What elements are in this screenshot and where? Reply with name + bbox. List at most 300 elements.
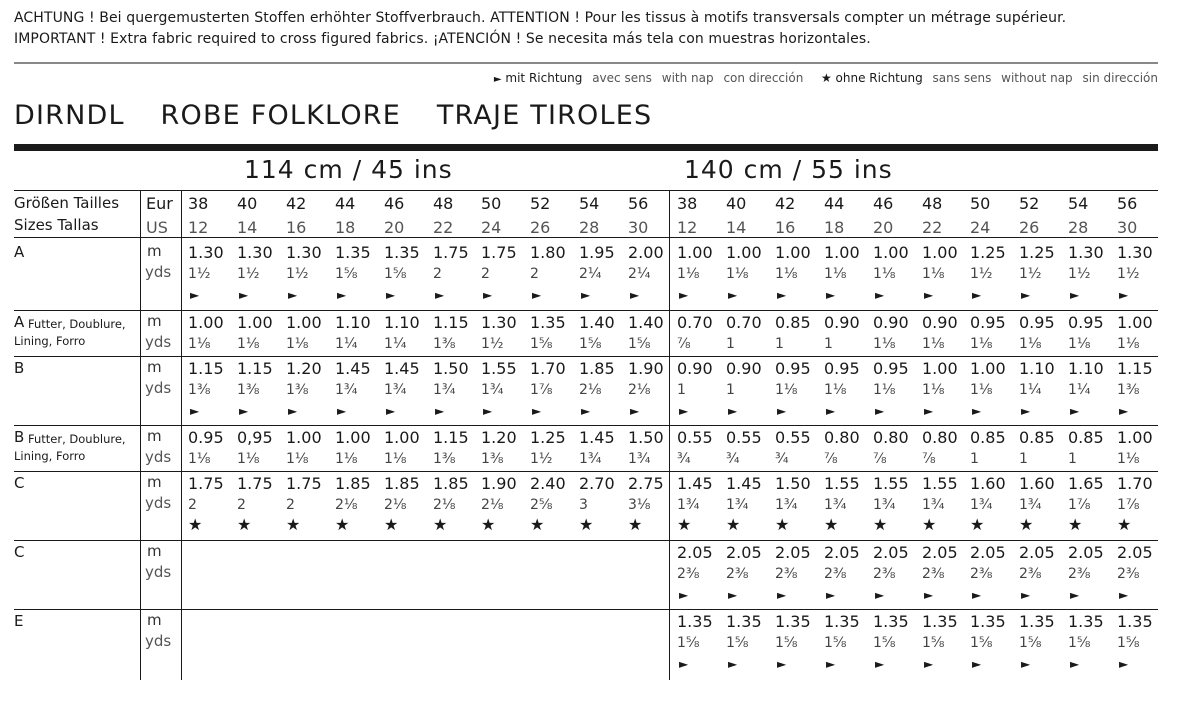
meters-value: 1.50 [628,428,664,447]
yards-value: 2⅜ [775,566,798,582]
yards-value: 1⅛ [922,382,945,398]
us-size: 18 [824,218,845,237]
eur-size: 54 [579,194,600,213]
view-label: E [14,612,24,630]
unit-m: m [147,611,162,629]
us-size: 12 [677,218,698,237]
meters-value: 1.30 [481,313,517,332]
nap-label-de: mit Richtung [505,71,583,85]
view-note-line-1: Futter, Doublure, [28,432,126,446]
meters-value: 0.80 [873,428,909,447]
yards-value: 1¾ [335,382,358,398]
yards-value: 2⅜ [970,566,993,582]
yards-value: 2⅛ [384,497,407,513]
yards-value: 1 [677,382,686,398]
row-divider [14,471,1158,472]
yards-value: ⅞ [873,451,887,467]
yards-value: 1¾ [873,497,896,513]
nap-icon: ► [386,404,396,418]
eur-size: 52 [1019,194,1040,213]
meters-value: 0.85 [775,313,811,332]
meters-value: 1.60 [1019,474,1055,493]
us-size: 22 [922,218,943,237]
yards-value: 1⅛ [384,451,407,467]
yards-value: 1⅛ [1019,336,1042,352]
unit-yds: yds [145,263,172,281]
nap-icon: ► [190,404,200,418]
meters-value: 1.60 [970,474,1006,493]
yards-value: 1½ [1117,266,1140,282]
eur-size: 48 [433,194,454,213]
nap-icon: ► [337,404,347,418]
meters-value: 0.90 [677,359,713,378]
yards-value: 2 [188,497,197,513]
star-icon: ★ [1117,515,1132,534]
us-label: US [146,218,168,237]
yards-value: 2⅜ [873,566,896,582]
yards-value: 1¾ [384,382,407,398]
nap-icon: ► [581,288,591,302]
yards-value: ¾ [677,451,691,467]
view-label: A [14,313,25,331]
nap-icon: ► [826,404,836,418]
yards-value: 1⅝ [579,336,602,352]
meters-value: 2.05 [824,543,860,562]
meters-value: 0.95 [1068,313,1104,332]
yards-value: 1¾ [628,451,651,467]
nap-icon: ► [532,404,542,418]
meters-value: 1.45 [726,474,762,493]
meters-value: 1.35 [726,612,762,631]
yards-value: 2⅜ [1117,566,1140,582]
meters-value: 1.10 [335,313,371,332]
nap-icon: ► [288,404,298,418]
nap-icon: ► [777,404,787,418]
meters-value: 0.95 [188,428,224,447]
yards-value: 1¾ [726,497,749,513]
nap-icon: ► [239,288,249,302]
eur-size: 56 [628,194,649,213]
meters-value: 1.75 [237,474,273,493]
meters-value: 0.90 [922,313,958,332]
yards-value: 1½ [237,266,260,282]
meters-value: 1.75 [188,474,224,493]
eur-size: 50 [481,194,502,213]
meters-value: 2.05 [1068,543,1104,562]
yards-value: 2⅛ [335,497,358,513]
meters-value: 1.10 [1068,359,1104,378]
view-label: B [14,428,25,446]
eur-size: 42 [775,194,796,213]
yards-value: 2⅜ [1019,566,1042,582]
star-icon: ★ [824,515,839,534]
yards-value: 2⅜ [922,566,945,582]
view-label: A [14,243,25,261]
meters-value: 0.80 [922,428,958,447]
nap-icon: ► [1070,657,1080,671]
meters-value: 0.90 [824,313,860,332]
yards-value: 3 [579,497,588,513]
meters-value: 1.20 [481,428,517,447]
us-size: 18 [335,218,356,237]
meters-value: 1.00 [824,243,860,262]
nap-icon: ► [1021,404,1031,418]
nap-icon: ► [190,288,200,302]
star-icon: ★ [628,515,643,534]
yards-value: ⅞ [824,451,838,467]
eur-size: 54 [1068,194,1089,213]
notice-rule [14,62,1158,64]
nap-icon: ► [924,404,934,418]
star-icon: ★ [1068,515,1083,534]
nap-icon: ► [1070,288,1080,302]
fabric-width-140: 140 cm / 55 ins [684,155,893,184]
meters-value: 2.05 [677,543,713,562]
meters-value: 2.75 [628,474,664,493]
yards-value: 1⅛ [873,382,896,398]
yards-value: 1⅝ [384,266,407,282]
meters-value: 1.35 [1117,612,1153,631]
yards-value: 1 [726,382,735,398]
yards-value: 1½ [1019,266,1042,282]
us-size: 26 [1019,218,1040,237]
meters-value: 0,95 [237,428,273,447]
meters-value: 0.55 [775,428,811,447]
meters-value: 0.90 [726,359,762,378]
meters-value: 1.35 [824,612,860,631]
nap-icon: ► [435,288,445,302]
meters-value: 0.70 [677,313,713,332]
meters-value: 2.05 [775,543,811,562]
yards-value: 1¾ [677,497,700,513]
unit-yds: yds [145,632,172,650]
unit-yds: yds [145,448,172,466]
yards-value: 2⅛ [628,382,651,398]
yards-value: 1⅛ [824,382,847,398]
yards-value: 2¼ [579,266,602,282]
nap-icon: ► [1070,404,1080,418]
yards-value: 1¼ [384,336,407,352]
us-size: 24 [970,218,991,237]
yards-value: 1⅝ [530,336,553,352]
meters-value: 0.85 [970,428,1006,447]
nap-icon: ► [1119,404,1129,418]
yards-value: 1⅛ [726,266,749,282]
meters-value: 0.95 [873,359,909,378]
yards-value: 1⅛ [970,336,993,352]
us-size: 22 [433,218,454,237]
yards-value: 1 [1068,451,1077,467]
width-column-divider [669,190,670,680]
no-nap-icon: ★ [820,71,832,85]
yards-value: 2⅜ [824,566,847,582]
yards-value: 1⅛ [922,266,945,282]
nap-icon: ► [386,288,396,302]
row-divider [14,356,1158,357]
meters-value: 1.35 [970,612,1006,631]
meters-value: 1.50 [775,474,811,493]
meters-value: 2.05 [922,543,958,562]
yards-value: 3⅛ [628,497,651,513]
star-icon: ★ [775,515,790,534]
eur-size: 50 [970,194,991,213]
meters-value: 2.05 [970,543,1006,562]
meters-value: 0.95 [1019,313,1055,332]
star-icon: ★ [922,515,937,534]
meters-value: 1.15 [237,359,273,378]
us-size: 12 [188,218,209,237]
yards-value: 1⅝ [824,635,847,651]
yards-value: 2 [433,266,442,282]
size-label-line-1: Größen Tailles [14,194,120,212]
yards-value: 1⅝ [1068,635,1091,651]
meters-value: 0.90 [873,313,909,332]
notice-line-1: ACHTUNG ! Bei quergemusterten Stoffen erhöhter Stoffverbrauch. ATTENTION ! Pour les tissus à motifs transversals compter un métrage supérieur. [14,10,1067,26]
yards-value: 1⅛ [824,266,847,282]
nap-icon: ► [924,288,934,302]
meters-value: 1.00 [970,359,1006,378]
meters-value: 1.30 [1117,243,1153,262]
yards-value: 1½ [188,266,211,282]
meters-value: 2.00 [628,243,664,262]
yards-value: 1⅞ [1117,497,1140,513]
title-de: DIRNDL [14,100,125,131]
us-size: 16 [286,218,307,237]
meters-value: 1.00 [726,243,762,262]
unit-yds: yds [145,494,172,512]
nap-icon: ► [875,588,885,602]
nap-icon: ► [826,288,836,302]
yards-value: 1⅛ [286,336,309,352]
yards-value: 1⅝ [922,635,945,651]
nap-icon: ► [581,404,591,418]
meters-value: 0.85 [1019,428,1055,447]
nap-icon: ► [435,404,445,418]
yards-value: 1¾ [433,382,456,398]
meters-value: 1.45 [384,359,420,378]
yards-value: 1⅜ [433,336,456,352]
meters-value: 1.90 [628,359,664,378]
nap-icon: ► [1119,657,1129,671]
nap-icon: ► [728,588,738,602]
yards-value: 1⅛ [1117,336,1140,352]
nap-label-es: con dirección [723,71,804,85]
yards-value: 1⅛ [237,451,260,467]
unit-yds: yds [145,563,172,581]
yards-value: 1⅛ [970,382,993,398]
meters-value: 1.55 [481,359,517,378]
meters-value: 1.75 [433,243,469,262]
meters-value: 1.15 [433,428,469,447]
meters-value: 2.05 [726,543,762,562]
meters-value: 1.75 [481,243,517,262]
yards-value: 1¾ [970,497,993,513]
nap-icon: ► [1070,588,1080,602]
star-icon: ★ [677,515,692,534]
meters-value: 1.00 [1117,313,1153,332]
nap-icon: ► [1021,588,1031,602]
yards-value: 2⅛ [481,497,504,513]
yards-value: 2⅛ [579,382,602,398]
meters-value: 1.15 [1117,359,1153,378]
meters-value: 0.85 [1068,428,1104,447]
meters-value: 1.00 [677,243,713,262]
yards-value: 1⅛ [286,451,309,467]
nap-icon: ► [826,657,836,671]
meters-value: 0.95 [824,359,860,378]
yards-value: 1⅜ [1117,382,1140,398]
meters-value: 0.70 [726,313,762,332]
nap-icon: ► [630,404,640,418]
yards-value: 1¼ [1019,382,1042,398]
yards-value: 1⅛ [873,266,896,282]
nap-icon: ► [679,588,689,602]
eur-size: 44 [335,194,356,213]
view-note-line-2: Lining, Forro [14,449,86,463]
meters-value: 2.05 [1019,543,1055,562]
nap-icon: ► [1021,657,1031,671]
meters-value: 1.00 [873,243,909,262]
meters-value: 1.25 [1019,243,1055,262]
title-fr: ROBE FOLKLORE [160,100,402,131]
yards-value: 1⅞ [530,382,553,398]
meters-value: 1.35 [335,243,371,262]
nap-icon: ► [239,404,249,418]
yards-value: 1¾ [481,382,504,398]
yards-value: 1½ [1068,266,1091,282]
meters-value: 1.55 [873,474,909,493]
yards-value: 1⅝ [775,635,798,651]
us-size: 16 [775,218,796,237]
nap-icon: ► [972,404,982,418]
yards-value: 1¼ [1068,382,1091,398]
star-icon: ★ [481,515,496,534]
yards-value: 1⅛ [188,336,211,352]
nap-icon: ► [875,288,885,302]
meters-value: 0.55 [726,428,762,447]
yards-value: 1½ [530,451,553,467]
row-divider [14,310,1158,311]
yards-value: 1⅝ [1019,635,1042,651]
yards-value: 1⅝ [726,635,749,651]
eur-size: 42 [286,194,307,213]
view-note-line-2: Lining, Forro [14,334,86,348]
yards-value: 2⅜ [1068,566,1091,582]
direction-legend [494,71,1158,85]
meters-value: 1.85 [335,474,371,493]
yards-value: 1⅜ [481,451,504,467]
nap-icon: ► [679,657,689,671]
nap-icon: ► [532,288,542,302]
fabric-width-114: 114 cm / 45 ins [244,155,453,184]
nap-icon: ► [777,657,787,671]
yards-value: 1¾ [824,497,847,513]
yards-value: 1⅛ [188,451,211,467]
meters-value: 1.35 [530,313,566,332]
no-nap-label-fr: sans sens [932,71,992,85]
star-icon: ★ [579,515,594,534]
meters-value: 1.10 [1019,359,1055,378]
meters-value: 2.40 [530,474,566,493]
unit-m: m [147,542,162,560]
meters-value: 1.30 [188,243,224,262]
unit-m: m [147,242,162,260]
eur-size: 40 [237,194,258,213]
nap-icon: ► [972,657,982,671]
meters-value: 1.65 [1068,474,1104,493]
meters-value: 1.00 [335,428,371,447]
eur-size: 46 [384,194,405,213]
meters-value: 1.30 [1068,243,1104,262]
meters-value: 0.55 [677,428,713,447]
meters-value: 1.20 [286,359,322,378]
nap-icon: ► [288,288,298,302]
meters-value: 1.85 [579,359,615,378]
meters-value: 1.00 [188,313,224,332]
yards-value: 1⅛ [775,382,798,398]
yards-value: 1⅛ [775,266,798,282]
yards-value: 1⅛ [677,266,700,282]
meters-value: 1.45 [677,474,713,493]
yards-value: 1⅝ [335,266,358,282]
meters-value: 1.00 [1117,428,1153,447]
row-divider [14,540,1158,541]
yards-value: 1⅝ [970,635,993,651]
yards-value: 1⅜ [286,382,309,398]
yards-value: 2⅛ [433,497,456,513]
nap-icon: ► [483,288,493,302]
meters-value: 1.35 [677,612,713,631]
yards-value: 1½ [970,266,993,282]
eur-size: 38 [188,194,209,213]
view-label: B [14,359,25,377]
row-divider [14,425,1158,426]
row-divider [14,609,1158,610]
unit-m: m [147,473,162,491]
meters-value: 1.55 [922,474,958,493]
label-column-divider [140,190,141,680]
meters-value: 1.30 [286,243,322,262]
unit-yds: yds [145,379,172,397]
star-icon: ★ [970,515,985,534]
no-nap-label-es: sin dirección [1082,71,1158,85]
yards-value: 2 [237,497,246,513]
yards-value: 1⅜ [237,382,260,398]
yards-value: 2⅜ [677,566,700,582]
view-note-line-1: Futter, Doublure, [28,317,126,331]
unit-yds: yds [145,333,172,351]
eur-size: 56 [1117,194,1138,213]
yards-value: 1⅛ [873,336,896,352]
star-icon: ★ [188,515,203,534]
nap-icon: ► [875,657,885,671]
meters-value: 1.00 [922,359,958,378]
yards-value: ⅞ [677,336,691,352]
page-title [14,100,678,131]
meters-value: 1.45 [579,428,615,447]
meters-value: 1.70 [1117,474,1153,493]
star-icon: ★ [433,515,448,534]
yards-value: 2¼ [628,266,651,282]
meters-value: 1.00 [922,243,958,262]
us-size: 20 [384,218,405,237]
star-icon: ★ [384,515,399,534]
yards-value: 1¾ [775,497,798,513]
yards-value: 1⅝ [1117,635,1140,651]
eur-label: Eur [146,194,173,213]
yards-value: 1⅛ [335,451,358,467]
nap-icon: ► [1119,288,1129,302]
